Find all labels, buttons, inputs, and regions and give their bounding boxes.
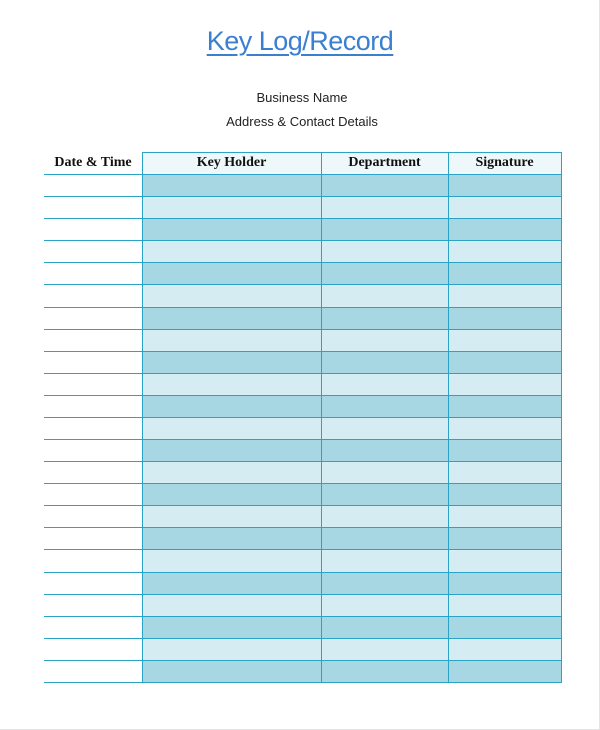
row-separator	[44, 373, 562, 374]
table-row[interactable]	[142, 417, 561, 439]
table-row[interactable]	[142, 616, 561, 638]
table-row[interactable]	[142, 307, 561, 329]
table-row[interactable]	[142, 439, 561, 461]
row-separator	[44, 549, 562, 550]
table-row[interactable]	[142, 284, 561, 306]
row-separator	[44, 505, 562, 506]
column-header-date-time: Date & Time	[54, 155, 132, 170]
row-separator	[44, 572, 562, 573]
table-row[interactable]	[142, 638, 561, 660]
table-row[interactable]	[142, 218, 561, 240]
column-header-signature: Signature	[475, 155, 534, 170]
column-header-department: Department	[348, 155, 421, 170]
business-name: Business Name	[256, 90, 348, 105]
table-row[interactable]	[142, 505, 561, 527]
row-separator	[44, 218, 562, 219]
address-contact-details: Address & Contact Details	[226, 114, 378, 129]
table-row[interactable]	[142, 395, 561, 417]
row-separator	[44, 483, 562, 484]
table-row[interactable]	[142, 549, 561, 571]
row-separator	[44, 351, 562, 352]
row-separator	[44, 439, 562, 440]
column-separator	[448, 152, 449, 683]
row-separator	[44, 240, 562, 241]
row-separator	[44, 196, 562, 197]
table-row[interactable]	[142, 483, 561, 505]
row-separator	[44, 284, 562, 285]
row-separator	[44, 660, 562, 661]
row-separator	[44, 594, 562, 595]
table-row[interactable]	[142, 240, 561, 262]
table-row[interactable]	[142, 572, 561, 594]
table-row[interactable]	[142, 660, 561, 682]
table-row[interactable]	[142, 262, 561, 284]
column-separator	[142, 152, 143, 683]
table-row[interactable]	[142, 196, 561, 218]
row-separator	[44, 527, 562, 528]
row-separator	[44, 262, 562, 263]
row-separator	[44, 417, 562, 418]
table-row[interactable]	[142, 351, 561, 373]
row-separator	[44, 329, 562, 330]
row-separator	[44, 638, 562, 639]
row-separator	[44, 174, 562, 175]
table-row[interactable]	[142, 461, 561, 483]
row-separator	[44, 616, 562, 617]
row-separator	[44, 461, 562, 462]
table-row[interactable]	[142, 527, 561, 549]
row-separator	[44, 307, 562, 308]
table-row[interactable]	[142, 373, 561, 395]
column-separator	[561, 152, 562, 683]
table-row[interactable]	[142, 329, 561, 351]
document-title: Key Log/Record	[206, 26, 394, 56]
column-separator	[321, 152, 322, 683]
table-row[interactable]	[142, 594, 561, 616]
row-separator	[44, 395, 562, 396]
column-header-key-holder: Key Holder	[196, 155, 267, 170]
table-row[interactable]	[142, 174, 561, 196]
row-separator	[44, 682, 142, 683]
table-bottom-border	[142, 682, 562, 683]
